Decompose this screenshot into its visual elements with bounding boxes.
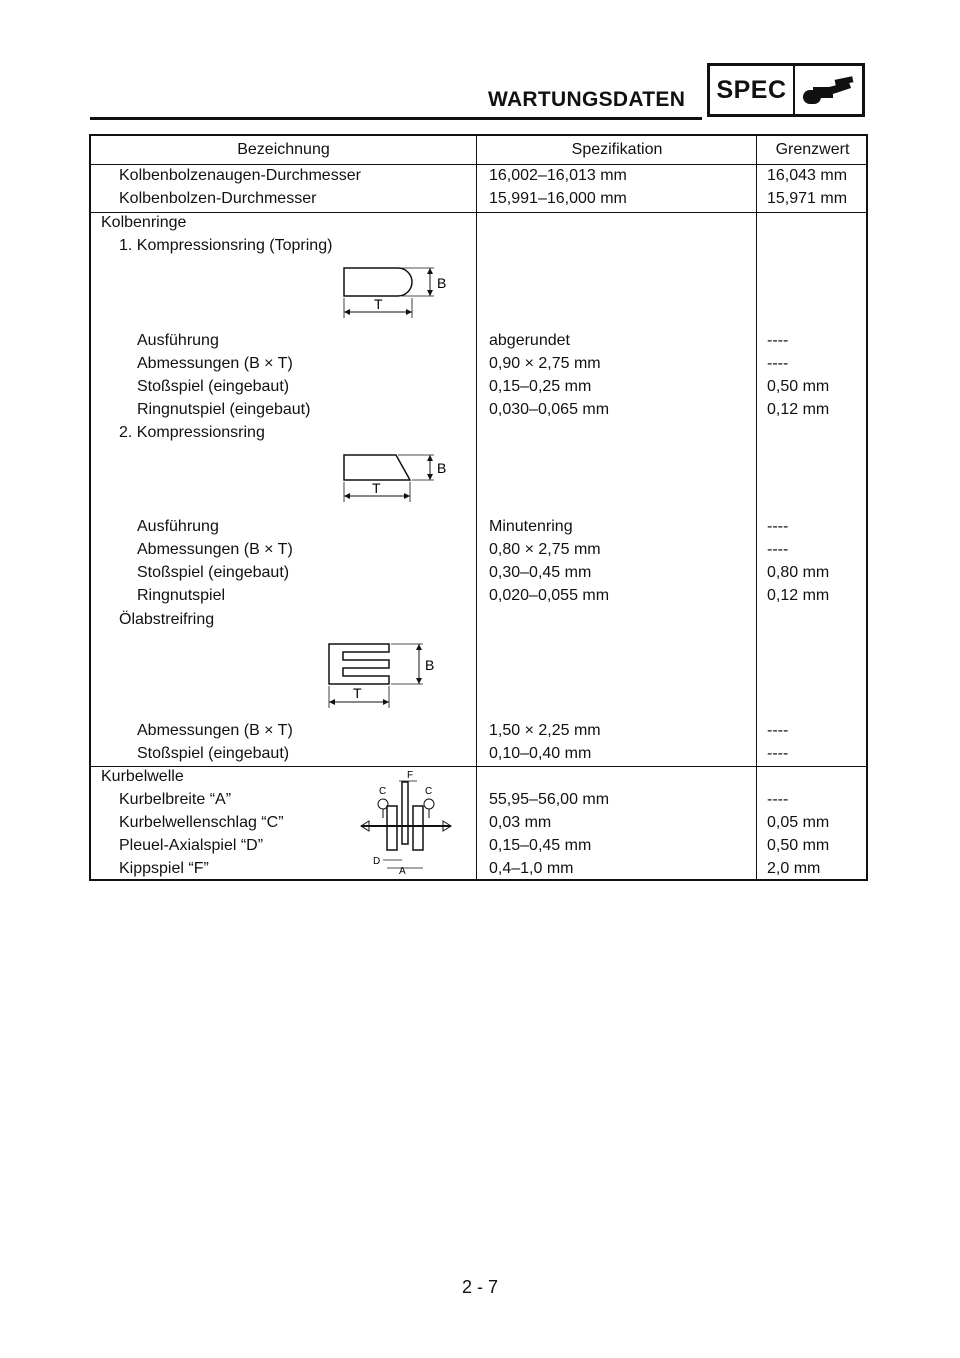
row-label: Abmessungen (B × T) [137,355,293,372]
row-spec: 0,80 × 2,75 mm [489,541,601,558]
label-b: B [437,275,447,291]
label-b: B [437,460,447,476]
col-grenzwert: Grenzwert [775,141,850,158]
section-title: Kolbenringe [101,214,187,231]
spec-badge [707,63,865,117]
row-label: Pleuel-Axialspiel “D” [119,837,264,854]
row-spec: 0,10–0,40 mm [489,745,592,762]
row-spec: 0,15–0,45 mm [489,837,592,854]
row-spec: 0,30–0,45 mm [489,564,592,581]
row-label: Kippspiel “F” [119,860,209,877]
col-spezifikation: Spezifikation [571,141,663,158]
row-label: Ringnutspiel [137,587,226,604]
row-limit: 0,12 mm [767,587,830,604]
row-limit: 16,043 mm [767,167,848,184]
label-t: T [372,480,381,496]
page-number: 2 - 7 [461,1277,499,1297]
row-spec: 0,03 mm [489,814,552,831]
section-divider [91,212,866,213]
label-t: T [374,296,383,312]
row-spec: 0,15–0,25 mm [489,378,592,395]
row-limit: ---- [767,332,789,349]
label-b: B [425,657,435,673]
row-limit: ---- [767,518,789,535]
subsection-title: 1. Kompressionsring (Topring) [119,237,333,254]
row-label: Abmessungen (B × T) [137,541,293,558]
subsection-title: Ölabstreifring [119,611,215,628]
wrench-icon [795,66,862,114]
row-spec: 0,020–0,055 mm [489,587,610,604]
row-spec: 16,002–16,013 mm [489,167,627,184]
row-limit: 0,50 mm [767,378,830,395]
label-d: D [373,856,381,867]
spec-table [89,134,868,881]
top-ring-diagram [336,262,456,322]
row-spec: 0,90 × 2,75 mm [489,355,601,372]
row-limit: 0,50 mm [767,837,830,854]
label-a: A [399,866,406,876]
row-spec: Minutenring [489,518,573,535]
row-limit: 0,12 mm [767,401,830,418]
label-f: F [407,770,414,781]
label-t: T [353,685,362,701]
row-spec: abgerundet [489,332,570,349]
label-c: C [379,786,387,797]
row-label: Kolbenbolzenaugen-Durchmesser [119,167,361,184]
row-limit: ---- [767,791,789,808]
row-label: Stoßspiel (eingebaut) [137,378,290,395]
page-title: WARTUNGSDATEN [488,88,686,111]
row-limit: 0,80 mm [767,564,830,581]
row-limit: 2,0 mm [767,860,821,877]
label-c: C [425,786,433,797]
row-limit: ---- [767,355,789,372]
row-spec: 55,95–56,00 mm [489,791,610,808]
row-label: Ausführung [137,518,219,535]
column-divider [756,136,757,881]
column-divider [476,136,477,881]
header-rule [90,117,702,120]
row-limit: ---- [767,722,789,739]
subsection-title: 2. Kompressionsring [119,424,265,441]
crankshaft-diagram [359,768,469,876]
row-limit: ---- [767,541,789,558]
row-label: Ringnutspiel (eingebaut) [137,401,311,418]
spec-label: SPEC [710,66,795,114]
row-label: Kurbelwellenschlag “C” [119,814,284,831]
section-title: Kurbelwelle [101,768,184,785]
row-label: Stoßspiel (eingebaut) [137,745,290,762]
table-header [91,136,866,165]
oil-ring-diagram [321,636,451,714]
row-label: Ausführung [137,332,219,349]
row-limit: 15,971 mm [767,190,848,207]
row-spec: 1,50 × 2,25 mm [489,722,601,739]
section-divider [91,766,866,767]
row-spec: 0,4–1,0 mm [489,860,574,877]
second-ring-diagram [336,450,456,508]
row-label: Kurbelbreite “A” [119,791,232,808]
row-label: Stoßspiel (eingebaut) [137,564,290,581]
row-spec: 15,991–16,000 mm [489,190,627,207]
col-bezeichnung: Bezeichnung [237,141,330,158]
row-label: Abmessungen (B × T) [137,722,293,739]
row-label: Kolbenbolzen-Durchmesser [119,190,317,207]
row-limit: 0,05 mm [767,814,830,831]
row-limit: ---- [767,745,789,762]
row-spec: 0,030–0,065 mm [489,401,610,418]
